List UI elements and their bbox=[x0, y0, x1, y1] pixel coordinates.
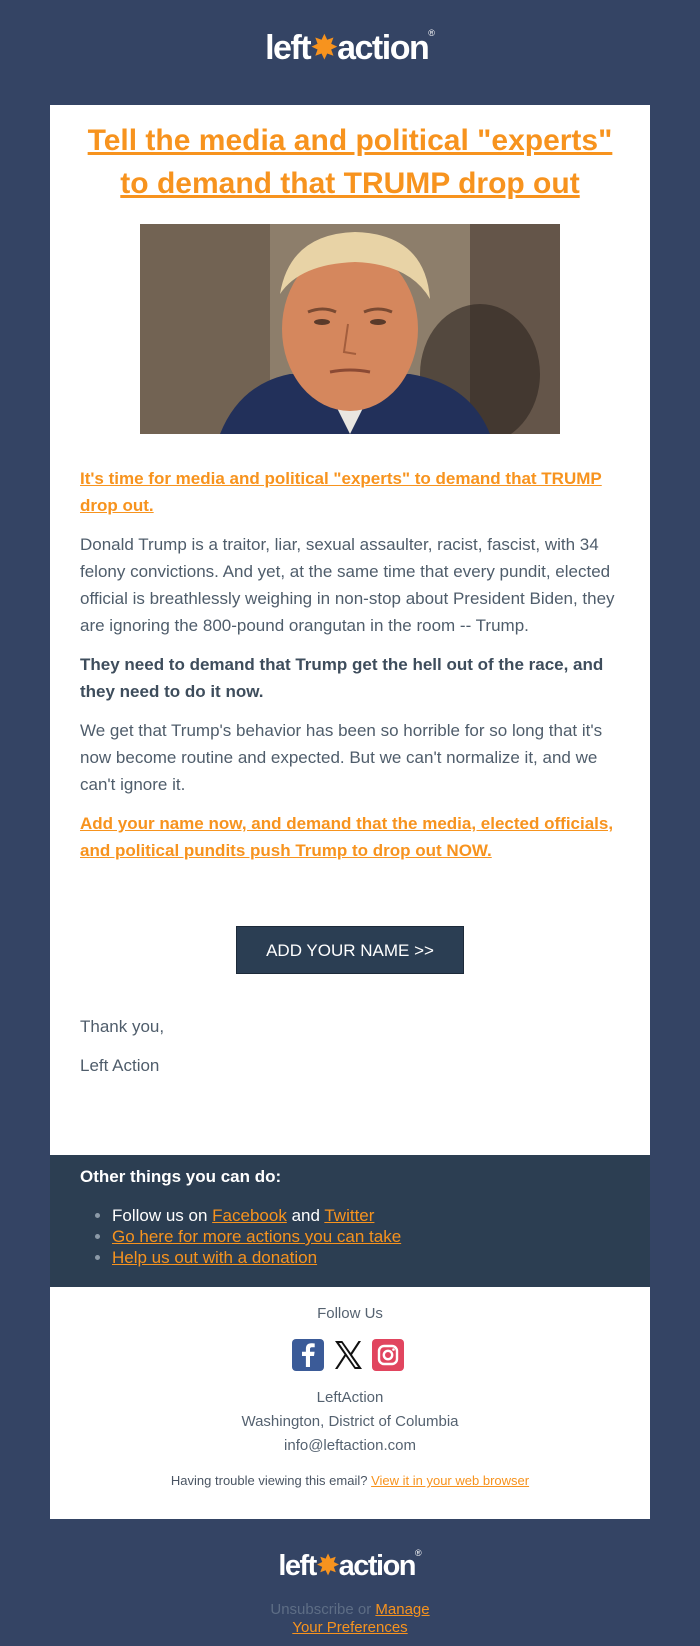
twitter-link[interactable]: Twitter bbox=[324, 1206, 375, 1225]
signature: Left Action bbox=[80, 1056, 160, 1075]
cta-text-link[interactable]: Add your name now, and demand that the media, elected officials, and political pundits push Trump to drop out NOW. bbox=[80, 814, 614, 860]
preferences-link[interactable]: Your Preferences bbox=[292, 1619, 408, 1636]
list-item bbox=[112, 1226, 401, 1247]
thank-you-text: Thank you, bbox=[80, 1017, 165, 1036]
facebook-icon[interactable] bbox=[292, 1339, 324, 1371]
facebook-link[interactable]: Facebook bbox=[212, 1206, 287, 1225]
manage-link[interactable]: Manage bbox=[375, 1601, 430, 1618]
social-icons bbox=[292, 1339, 410, 1375]
more-actions-link[interactable]: Go here for more actions you can take bbox=[112, 1227, 402, 1246]
paragraph-3: We get that Trump's behavior has been so horrible for so long that it's now become routine and expected. But we can't normalize it, and we can't ignore it. bbox=[80, 721, 603, 794]
headline-link[interactable]: Tell the media and political "experts" to demand that TRUMP drop out bbox=[87, 124, 613, 200]
footer-card bbox=[50, 1287, 650, 1519]
email-body bbox=[80, 465, 620, 876]
other-actions-title: Other things you can do: bbox=[80, 1167, 282, 1186]
donation-link[interactable]: Help us out with a donation bbox=[112, 1248, 318, 1267]
follow-us-label: Follow Us bbox=[317, 1305, 383, 1322]
paragraph-1: Donald Trump is a traitor, liar, sexual assaulter, racist, fascist, with 34 felony convictions. And yet, at the same time that every pundit, elected official is breathlessly weighing in non-stop about President Biden, they are ignoring the 800-pound orangutan in the room -- Trump. bbox=[80, 535, 615, 635]
leftaction-logo: left✸action® bbox=[265, 28, 435, 67]
x-icon[interactable] bbox=[332, 1339, 364, 1371]
lead-link[interactable]: It's time for media and political "experts" to demand that TRUMP drop out. bbox=[80, 469, 602, 515]
add-your-name-button[interactable]: ADD YOUR NAME >> bbox=[236, 926, 464, 974]
paragraph-2: They need to demand that Trump get the hell out of the race, and they need to do it now. bbox=[80, 655, 604, 701]
org-name: LeftAction bbox=[316, 1389, 384, 1406]
other-actions-panel bbox=[50, 1155, 650, 1287]
leftaction-logo-footer: left✸action® bbox=[278, 1548, 422, 1582]
unsubscribe-area bbox=[0, 1601, 700, 1637]
unsubscribe-text[interactable]: Unsubscribe or bbox=[270, 1601, 376, 1618]
view-in-browser-link[interactable]: View it in your web browser bbox=[371, 1473, 530, 1488]
list-item: • Follow us on Facebook and Twitter bbox=[112, 1205, 401, 1226]
trouble-viewing: Having trouble viewing this email? View it in your web browser bbox=[170, 1473, 530, 1488]
org-email: info@leftaction.com bbox=[284, 1437, 416, 1454]
trump-photo bbox=[140, 224, 560, 434]
email-main-card bbox=[50, 105, 650, 1155]
other-actions-list bbox=[92, 1205, 401, 1268]
org-city: Washington, District of Columbia bbox=[241, 1413, 459, 1430]
list-item bbox=[112, 1247, 401, 1268]
instagram-icon[interactable] bbox=[372, 1339, 404, 1371]
